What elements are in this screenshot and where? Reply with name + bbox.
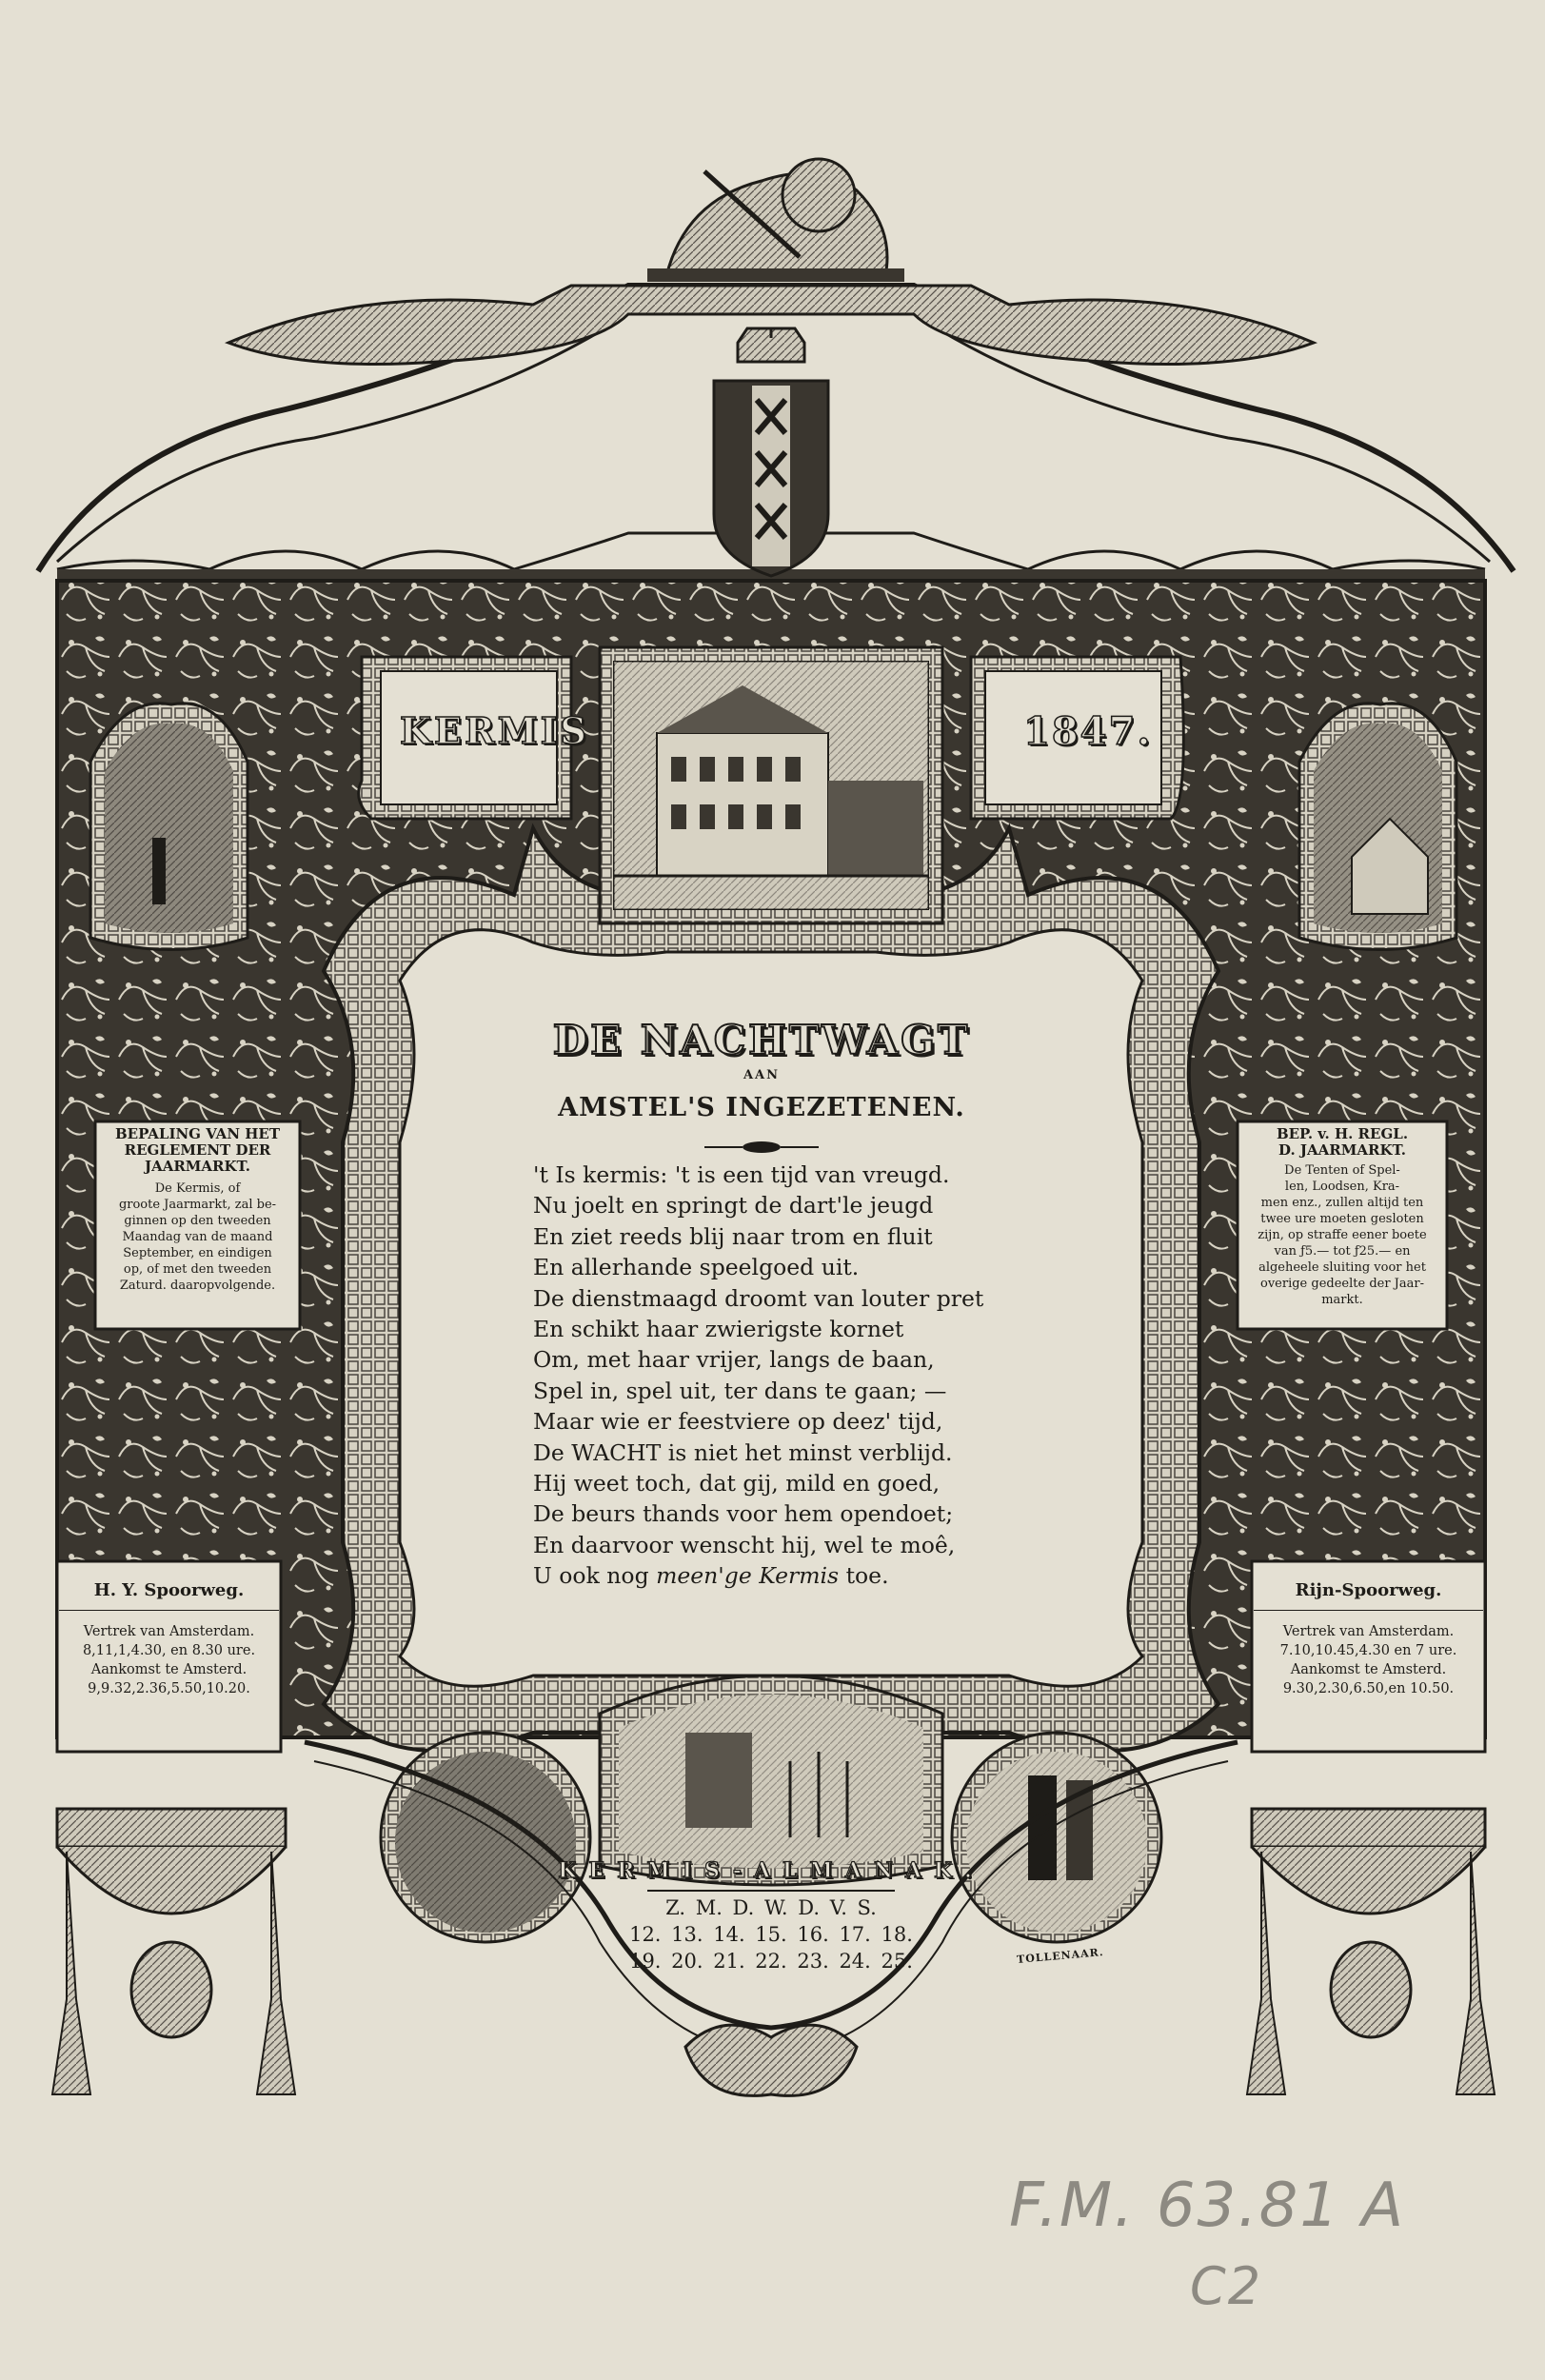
kermis-label: KERMIS <box>400 709 589 752</box>
left-box-line: Zaturd. daaropvolgende. <box>119 1279 276 1293</box>
poem-line: Om, met haar vrijer, langs de baan, <box>533 1346 935 1374</box>
right-railway-line: Aankomst te Amsterd. <box>1290 1662 1447 1677</box>
almanak-week: 12. 13. 14. 15. 16. 17. 18. <box>629 1923 913 1946</box>
right-box-heading-line: BEP. v. H. REGL. <box>1276 1125 1409 1142</box>
pencil-inventory-number: F.M. 63.81 A <box>1009 2171 1406 2241</box>
left-box-line: groote Jaarmarkt, zal be- <box>118 1198 277 1212</box>
almanak-title: KERMIS-ALMANAK. <box>558 1858 984 1883</box>
almanak-week: 19. 20. 21. 22. 23. 24. 25. <box>629 1950 913 1973</box>
right-box-line: zijn, op straffe eener boete <box>1258 1228 1427 1242</box>
left-railway-line: 9,9.32,2.36,5.50,10.20. <box>88 1681 250 1696</box>
right-regulation-box <box>1239 1126 1445 1308</box>
divider-ornament-icon <box>704 1138 819 1157</box>
almanak-calendar <box>571 1894 971 1974</box>
left-railway-line: Vertrek van Amsterdam. <box>83 1624 255 1639</box>
left-box-line: op, of met den tweeden <box>123 1262 272 1277</box>
subtitle: AMSTEL'S INGEZETENEN. <box>558 1093 965 1122</box>
pencil-note: C2 <box>1190 2256 1263 2316</box>
left-night-vignette <box>90 704 248 950</box>
poem-line: En allerhande speelgoed uit. <box>533 1254 860 1281</box>
right-box-line: van ƒ5.— tot ƒ25.— en <box>1274 1244 1411 1259</box>
poem-line: En ziet reeds blij naar trom en fluit <box>533 1222 933 1250</box>
left-regulation-box <box>97 1126 298 1294</box>
poem-line: De dienstmaagd droomt van louter pret <box>533 1284 984 1312</box>
poem-line-last: U ook nog meen'ge Kermis toe. <box>533 1562 889 1590</box>
right-box-line: overige gedeelte der Jaar- <box>1260 1277 1424 1291</box>
title-connector: AAN <box>743 1068 781 1082</box>
left-railway-line: 8,11,1,4.30, en 8.30 ure. <box>82 1643 256 1658</box>
right-house-vignette <box>1299 704 1456 950</box>
poem-line: En daarvoor wenscht hij, wel te moê, <box>533 1531 956 1558</box>
poem <box>533 1160 1028 1592</box>
left-railway-heading: H. Y. Spoorweg. <box>59 1580 279 1611</box>
left-box-line: September, en eindigen <box>123 1246 272 1260</box>
right-railway-line: 7.10,10.45,4.30 en 7 ure. <box>1279 1643 1457 1658</box>
poem-line: Maar wie er feestviere op deez' tijd, <box>533 1408 943 1436</box>
right-box-line: De Tenten of Spel- <box>1284 1163 1400 1178</box>
left-box-line: Maandag van de maand <box>122 1230 273 1244</box>
right-box-line: markt. <box>1321 1293 1363 1307</box>
poem-line: Hij weet toch, dat gij, mild en goed, <box>533 1470 941 1497</box>
amsterdam-coat-of-arms <box>714 328 828 576</box>
right-railway-line: Vertrek van Amsterdam. <box>1282 1624 1455 1639</box>
right-box-line: algeheele sluiting voor het <box>1258 1260 1426 1275</box>
right-railway-box <box>1254 1580 1483 1698</box>
right-box-heading-line: D. JAARMARKT. <box>1278 1141 1406 1159</box>
right-railway-line: 9.30,2.30,6.50,en 10.50. <box>1282 1681 1455 1696</box>
poem-line: En schikt haar zwierigste kornet <box>533 1316 904 1343</box>
town-hall-vignette <box>600 647 942 923</box>
left-railway-line: Aankomst te Amsterd. <box>90 1662 248 1677</box>
left-box-heading-line: BEPALING VAN HET <box>114 1125 281 1142</box>
almanak-divider <box>647 1890 895 1892</box>
main-title: DE NACHTWAGT <box>552 1017 971 1063</box>
right-railway-heading: Rijn-Spoorweg. <box>1254 1580 1483 1611</box>
engraver-signature: TOLLENAAR. <box>1016 1946 1105 1966</box>
right-box-line: men enz., zullen altijd ten <box>1260 1196 1424 1210</box>
poem-line: Spel in, spel uit, ter dans te gaan; — <box>533 1377 947 1404</box>
left-railway-box <box>59 1580 279 1698</box>
lion-crest <box>647 159 904 282</box>
poem-line: Nu joelt en springt de dart'le jeugd <box>533 1192 934 1220</box>
year-label: 1847. <box>1023 709 1153 754</box>
left-box-line: De Kermis, of <box>154 1181 241 1196</box>
left-box-heading-line: REGLEMENT DER <box>124 1141 271 1159</box>
left-box-heading-line: JAARMARKT. <box>144 1158 251 1175</box>
right-box-line: twee ure moeten gesloten <box>1260 1212 1424 1226</box>
left-box-line: ginnen op den tweeden <box>124 1214 271 1228</box>
poem-line: De WACHT is niet het minst verblijd. <box>533 1438 953 1466</box>
poem-line: 't Is kermis: 't is een tijd van vreugd. <box>533 1161 950 1188</box>
right-box-line: len, Loodsen, Kra- <box>1284 1180 1400 1194</box>
poem-line: De beurs thands voor hem opendoet; <box>533 1500 954 1528</box>
almanak-days: Z. M. D. W. D. V. S. <box>665 1896 877 1919</box>
